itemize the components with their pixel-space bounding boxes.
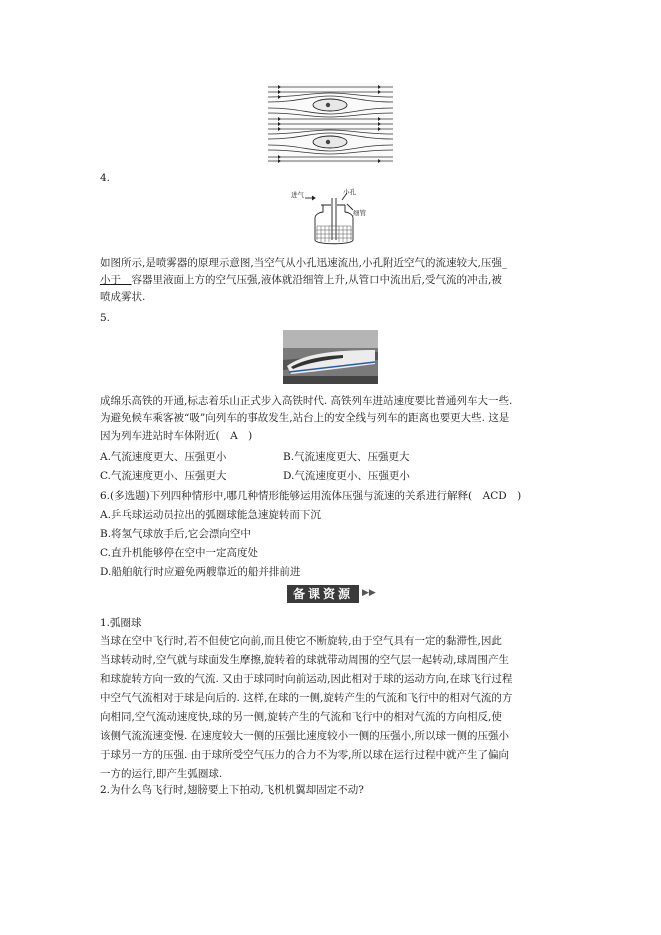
q5-option-b: B.气流速度更大、压强更大: [283, 451, 410, 463]
q6-option-c: C.直升机能够停在空中一定高度处: [100, 547, 258, 559]
q4-line-2: [100, 274, 502, 287]
res1-line-2: 当球转动时,空气就与球面发生摩擦,旋转着的球就带动周围的空气层一起转动,球周围产生: [100, 654, 510, 666]
train-photo: [283, 330, 378, 384]
q6-option-b: B.将氢气球放手后,它会漂向空中: [100, 528, 251, 540]
sprayer-figure-svg: [287, 188, 377, 246]
res1-line-4: 中空气气流相对于球是向后的. 这样,在球的一侧,旋转产生的气流和飞行中的相对气流的方: [100, 692, 513, 704]
res1-line-8: 一方的运行,即产生弧圈球.: [100, 768, 223, 780]
q4-answer: 小于: [100, 274, 121, 286]
section-arrows-icon: ▶▶: [362, 588, 376, 598]
q5-option-c: C.气流速度更小、压强更大: [100, 470, 227, 482]
q4-line-2-text: 容器里液面上方的空气压强,液体就沿细管上升,从管口中流出后,受气流的冲击,被: [131, 274, 502, 286]
sprayer-label-hole: 小孔: [343, 188, 356, 196]
sprayer-figure: [287, 188, 377, 246]
q5-line-2: 为避免候车乘客被“吸”向列车的事故发生,站台上的安全线与列车的距离也要更大些. 这是: [100, 412, 510, 424]
q5-line-1: 成绵乐高铁的开通,标志着乐山正式步入高铁时代. 高铁列车进站速度要比普通列车大一些.: [100, 395, 513, 407]
res2-title: 2.为什么鸟飞行时,翅膀要上下拍动,飞机机翼却固定不动?: [100, 784, 364, 796]
q6-option-a: A.乒乓球运动员拉出的弧圈球能急速旋转而下沉: [100, 509, 321, 521]
sprayer-label-inlet: 进气: [291, 191, 304, 199]
q4-line-1: 如图所示,是喷雾器的原理示意图,当空气从小孔迅速流出,小孔附近空气的流速较大,压强_: [100, 257, 508, 269]
res1-line-3: 和球旋转方向一致的气流. 又由于球同时向前运动,因此相对于球的运动方向,在球飞行过程: [100, 673, 513, 685]
res1-line-5: 向相同,空气流动速度快,球的另一侧,旋转产生的气流和飞行中的相对气流的方向相反,使: [100, 711, 502, 723]
q5-number: 5.: [100, 312, 111, 324]
res1-line-7: 于球另一方的压强. 由于球所受空气压力的合力不为零,所以球在运行过程中就产生了偏向: [100, 749, 510, 761]
train-photo-svg: [283, 330, 378, 384]
section-header: [287, 585, 377, 607]
q5-line-3: 因为列车进站时车体附近( A ): [100, 430, 253, 442]
streamline-figure: [268, 83, 393, 163]
q6-stem: 6.(多选题)下列四种情形中,哪几种情形能够运用流体压强与流速的关系进行解释( ACD ): [100, 490, 522, 502]
q4-line-3: 喷成雾状.: [100, 291, 146, 303]
q5-option-d: D.气流速度更小、压强更小: [283, 470, 410, 482]
section-badge: 备课资源: [287, 585, 359, 603]
q4-number: 4.: [100, 172, 111, 184]
streamline-figure-svg: [268, 83, 393, 163]
res1-line-1: 当球在空中飞行时,若不但使它向前,而且使它不断旋转,由于空气具有一定的黏滞性,因此: [100, 635, 502, 647]
sprayer-label-tube: 细管: [353, 209, 366, 217]
res1-title: 1.弧圈球: [100, 617, 142, 629]
q5-option-a: A.气流速度更大、压强更小: [100, 451, 227, 463]
res1-line-6: 该侧气流流速变慢. 在速度较大一侧的压强比速度较小一侧的压强小,所以球一侧的压强小: [100, 730, 510, 742]
q6-option-d: D.船舶航行时应避免两艘靠近的船并排前进: [100, 566, 301, 578]
